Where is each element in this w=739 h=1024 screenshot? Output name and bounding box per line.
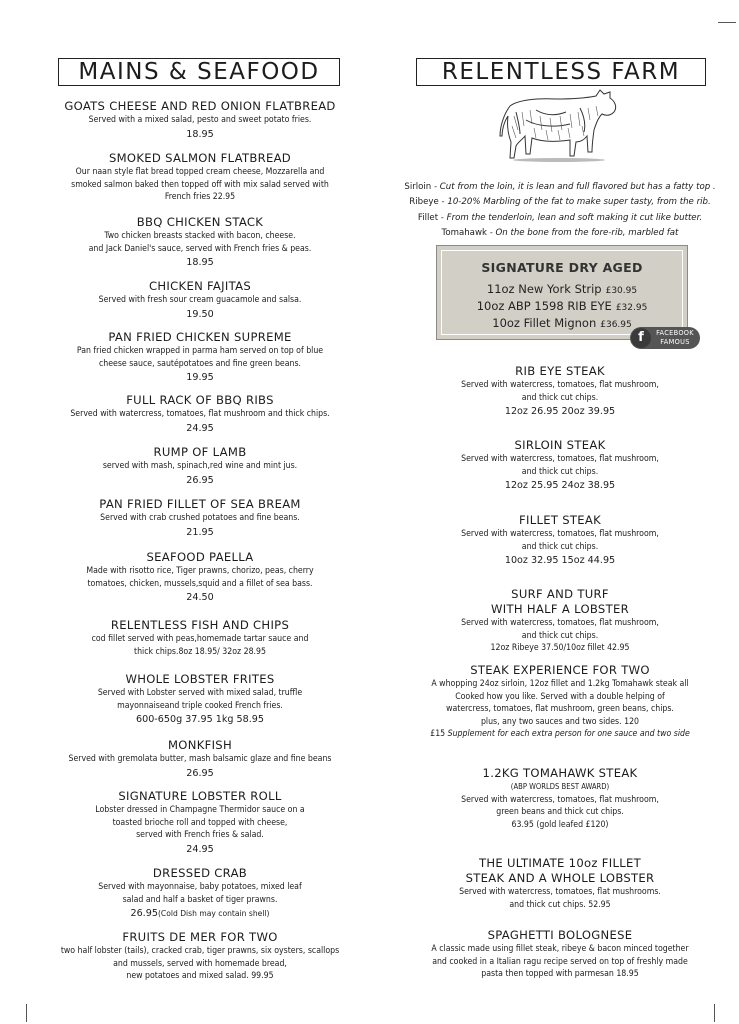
item-desc: Served with watercress, tomatoes, flat mushroom, and thick cut chips. xyxy=(461,454,659,477)
menu-item xyxy=(40,330,360,385)
menu-item xyxy=(398,587,722,655)
cut-desc: - From the tenderloin, lean and soft making it cut like butter. xyxy=(440,212,703,223)
cut-line xyxy=(358,226,739,241)
signature-cut: 10oz Fillet Mignon xyxy=(492,316,597,330)
menu-item xyxy=(40,930,360,983)
menu-item xyxy=(40,279,360,322)
item-desc: Pan fried chicken wrapped in parma ham served on top of blue cheese sauce, sautépotatoes and fine green beans. xyxy=(76,346,324,369)
item-desc: Lobster dressed in Champagne Thermidor sauce on a toasted brioche roll and topped with cheese, served with French fries & salad. xyxy=(95,805,305,841)
facebook-badge-text xyxy=(650,329,700,347)
menu-item xyxy=(40,445,360,488)
item-desc: Served with fresh sour cream guacamole and salsa. xyxy=(98,295,302,305)
cut-desc: - 10-20% Marbling of the fat to make super tasty, from the rib. xyxy=(441,197,711,208)
item-price: 21.95 xyxy=(186,526,214,538)
menu-item xyxy=(398,766,722,831)
menu-item xyxy=(40,738,360,781)
menu-item xyxy=(40,618,360,658)
item-price: 24.50 xyxy=(186,592,214,604)
cut-name: Tomahawk xyxy=(441,227,487,238)
item-name: RELENTLESS FISH AND CHIPS xyxy=(110,618,290,632)
item-desc: Served with watercress, tomatoes, flat mushrooms. and thick cut chips. 52.95 xyxy=(459,887,661,910)
menu-item xyxy=(40,215,360,270)
item-price: 12oz 26.95 20oz 39.95 xyxy=(504,406,616,418)
menu-item xyxy=(398,928,722,981)
item-name: RIB EYE STEAK xyxy=(515,364,605,378)
item-name: PAN FRIED CHICKEN SUPREME xyxy=(108,330,292,344)
item-price: 12oz 25.95 24oz 38.95 xyxy=(504,480,616,492)
farm-title: RELENTLESS FARM xyxy=(416,58,706,86)
menu-item xyxy=(40,550,360,605)
item-name: RUMP OF LAMB xyxy=(153,445,247,459)
facebook-badge-line2: FAMOUS xyxy=(660,338,690,346)
item-name: SPAGHETTI BOLOGNESE xyxy=(487,928,633,942)
item-price: 18.95 xyxy=(186,128,214,140)
item-desc: Served with gremolata butter, mash balsamic glaze and fine beans xyxy=(68,754,332,764)
item-desc: Served with watercress, tomatoes, flat mushroom, and thick cut chips. xyxy=(461,380,659,403)
crop-mark xyxy=(718,22,736,23)
item-desc: Served with a mixed salad, pesto and sweet potato fries. xyxy=(88,115,312,125)
item-name: FRUITS DE MER FOR TWO xyxy=(122,930,278,944)
item-desc: Served with watercress, tomatoes, flat mushroom, and thick cut chips. 12oz Ribeye 37.50/10oz fillet 42.95 xyxy=(461,618,659,654)
menu-item xyxy=(40,789,360,857)
item-name: MONKFISH xyxy=(168,738,232,752)
menu-item xyxy=(398,856,722,911)
cut-desc: - On the bone from the fore-rib, marbled fat xyxy=(489,227,679,238)
cut-name: Fillet xyxy=(417,212,439,223)
item-name: BBQ CHICKEN STACK xyxy=(136,215,264,229)
item-award: (ABP WORLDS BEST AWARD) xyxy=(510,782,610,791)
cut-desc: - Cut from the loin, it is lean and full flavored but has a fatty top . xyxy=(433,182,716,192)
item-name: SEAFOOD PAELLA xyxy=(146,550,254,564)
item-name: SIGNATURE LOBSTER ROLL xyxy=(118,789,282,803)
item-price: 19.95 xyxy=(186,372,214,384)
signature-price: £32.95 xyxy=(615,303,648,313)
crop-mark xyxy=(714,1004,715,1022)
item-desc: cod fillet served with peas,homemade tartar sauce and thick chips.8oz 18.95/ 32oz 28.95 xyxy=(91,634,309,657)
facebook-badge-line1: FACEBOOK xyxy=(656,329,694,337)
menu-item xyxy=(40,866,360,921)
cut-name: Sirloin xyxy=(404,182,432,192)
menu-item xyxy=(398,438,722,493)
item-desc: Served with watercress, tomatoes, flat mushroom, green beans and thick cut chips. 63.95 (gold leafed £120) xyxy=(461,794,659,830)
signature-price: £36.95 xyxy=(600,320,632,330)
menu-item xyxy=(40,99,360,142)
item-desc: Served with mayonnaise, baby potatoes, mixed leaf salad and half a basket of tiger prawns. xyxy=(98,882,302,905)
cow-illustration xyxy=(496,86,622,164)
item-price: 26.95 xyxy=(186,474,214,486)
signature-cut: 10oz ABP 1598 RIB EYE xyxy=(476,299,612,313)
item-desc: served with mash, spinach,red wine and mint jus. xyxy=(102,461,298,471)
item-price: 24.95 xyxy=(186,422,214,434)
item-name: FILLET STEAK xyxy=(519,513,601,527)
item-name: THE ULTIMATE 10oz FILLET STEAK AND A WHOLE LOBSTER xyxy=(465,856,655,885)
item-desc: A whopping 24oz sirloin, 12oz fillet and 1.2kg Tomahawk steak all Cooked how you like. Served with a double helping of watercress, tomatoes, flat mushroom, green beans, chips. plus, any two sauces and two sides. 120 xyxy=(431,679,689,727)
item-note-text: Supplement for each extra person for one sauce and two side xyxy=(447,729,690,740)
item-desc: Made with risotto rice, Tiger prawns, chorizo, peas, cherry tomatoes, chicken, mussels,squid and a fillet of sea bass. xyxy=(86,566,314,589)
menu-item xyxy=(40,393,360,436)
menu-item xyxy=(398,663,722,741)
item-name: DRESSED CRAB xyxy=(152,866,248,880)
item-price: 10oz 32.95 15oz 44.95 xyxy=(504,555,616,567)
mains-title: MAINS & SEAFOOD xyxy=(58,58,340,86)
signature-title: SIGNATURE DRY AGED xyxy=(481,260,643,275)
item-price xyxy=(40,906,360,921)
item-name: FULL RACK OF BBQ RIBS xyxy=(126,393,274,407)
item-price: 26.95 xyxy=(186,767,214,779)
signature-cut: 11oz New York Strip xyxy=(486,282,602,296)
signature-line xyxy=(437,282,687,296)
item-desc: Two chicken breasts stacked with bacon, cheese. and Jack Daniel's sauce, served with French fries & peas. xyxy=(88,231,312,254)
item-desc: Served with watercress, tomatoes, flat mushroom and thick chips. xyxy=(70,409,330,419)
item-desc: two half lobster (tails), cracked crab, tiger prawns, six oysters, scallops and mussels, served with homemade bread, new potatoes and mixed salad. 99.95 xyxy=(60,946,340,982)
signature-price: £30.95 xyxy=(605,286,638,296)
item-desc: Our naan style flat bread topped cream cheese, Mozzarella and smoked salmon baked then topped off with mix salad served with French fries 22.95 xyxy=(71,167,329,203)
item-name: SMOKED SALMON FLATBREAD xyxy=(108,151,292,165)
item-name: SIRLOIN STEAK xyxy=(514,438,606,452)
menu-item xyxy=(40,151,360,204)
item-desc: Served with Lobster served with mixed salad, truffle mayonnaiseand triple cooked French fries. xyxy=(97,688,303,711)
cut-line xyxy=(358,211,739,226)
cut-line xyxy=(358,195,739,210)
item-price: 18.95 xyxy=(186,257,214,269)
menu-item xyxy=(40,672,360,727)
cut-line xyxy=(358,180,739,195)
signature-dry-aged-box xyxy=(436,245,688,340)
crop-mark xyxy=(26,1004,27,1022)
menu-item xyxy=(398,513,722,568)
item-price: 600-650g 37.95 1kg 58.95 xyxy=(135,714,264,726)
item-name: SURF AND TURF WITH HALF A LOBSTER xyxy=(491,587,629,616)
item-price: 24.95 xyxy=(186,843,214,855)
item-price-value: 26.95 xyxy=(130,908,158,920)
item-name: GOATS CHEESE AND RED ONION FLATBREAD xyxy=(64,99,336,113)
item-note xyxy=(398,728,722,741)
signature-line xyxy=(437,299,687,313)
item-price-note: (Cold Dish may contain shell) xyxy=(157,909,270,919)
item-name: 1.2KG TOMAHAWK STEAK xyxy=(482,766,638,780)
cuts-description xyxy=(358,180,739,241)
cut-name: Ribeye xyxy=(409,197,439,208)
item-desc: A classic made using fillet steak, ribeye & bacon minced together and cooked in a Italian ragu recipe served on top of freshly made pasta then topped with parmesan 18.95 xyxy=(431,944,689,980)
item-desc: Served with watercress, tomatoes, flat mushroom, and thick cut chips. xyxy=(461,529,659,552)
item-name: CHICKEN FAJITAS xyxy=(149,279,251,293)
facebook-icon: f xyxy=(631,328,651,348)
item-price: 19.50 xyxy=(186,308,214,320)
facebook-famous-badge xyxy=(630,327,700,349)
menu-item xyxy=(398,364,722,419)
item-name: STEAK EXPERIENCE FOR TWO xyxy=(470,663,650,677)
item-name: PAN FRIED FILLET OF SEA BREAM xyxy=(99,497,301,511)
item-note-price: £15 xyxy=(430,729,446,740)
item-name: WHOLE LOBSTER FRITES xyxy=(125,672,275,686)
item-desc: Served with crab crushed potatoes and fine beans. xyxy=(100,513,300,523)
menu-item xyxy=(40,497,360,540)
